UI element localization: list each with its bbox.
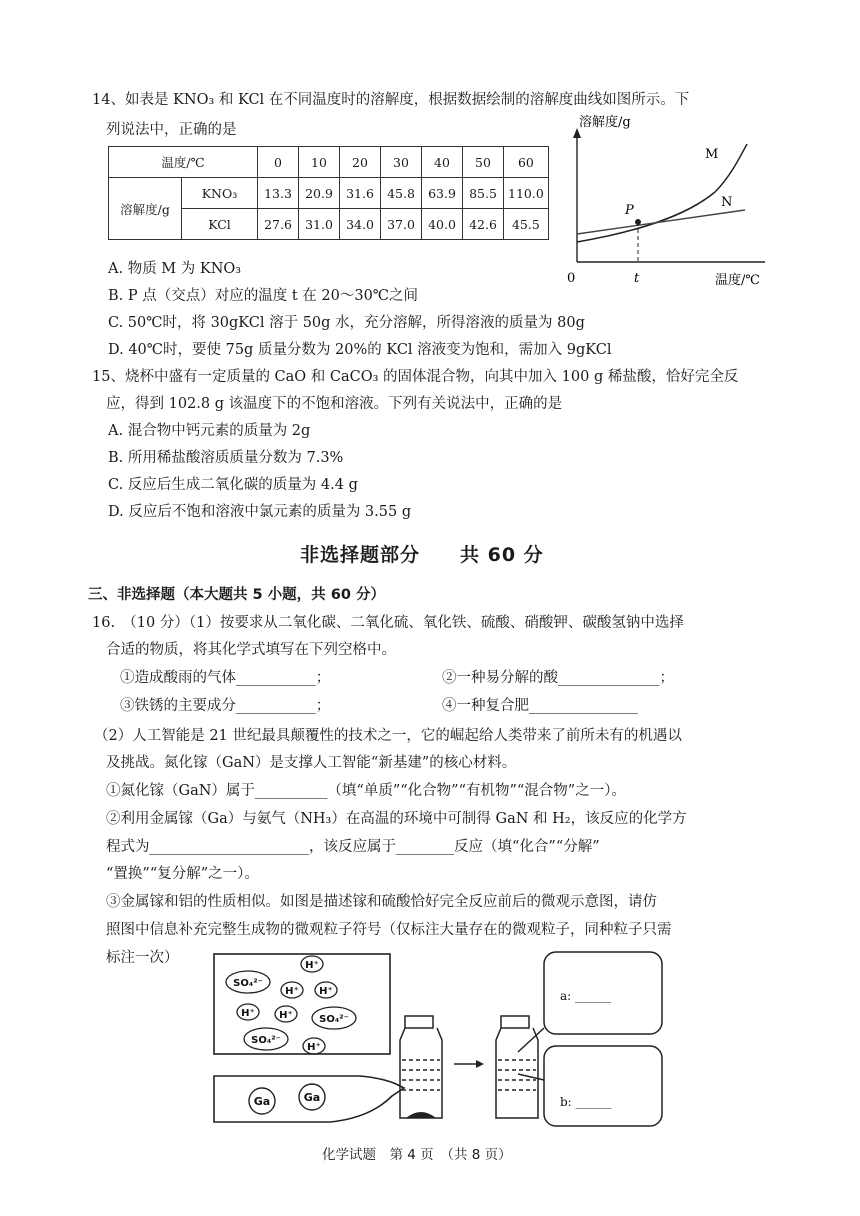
label-n: N bbox=[721, 195, 733, 210]
q16-blank4: ④一种复合肥_______________ bbox=[442, 698, 638, 714]
micro-reaction-diagram bbox=[210, 948, 790, 1130]
substance-kcl: KCl bbox=[182, 209, 258, 240]
acid-particles-box bbox=[214, 954, 390, 1054]
q16-line1: 16. （10 分）（1）按要求从二氧化碳、二氧化硫、氧化铁、硫酸、硝酸钾、碳酸氢钠中选择 bbox=[92, 615, 684, 631]
table-cell: 27.6 bbox=[258, 209, 299, 240]
svg-text:H⁺: H⁺ bbox=[307, 1042, 321, 1053]
q15-stem-line2: 应，得到 102.8 g 该温度下的不饱和溶液。下列有关说法中，正确的是 bbox=[106, 396, 563, 412]
beaker2-body bbox=[496, 1028, 538, 1118]
substance-kno3: KNO₃ bbox=[182, 178, 258, 209]
graph-xlabel: 温度/℃ bbox=[715, 273, 760, 288]
temp-cell: 0 bbox=[258, 147, 299, 178]
q16-sub3-line3: 标注一次） bbox=[106, 950, 179, 966]
q15-option-c: C. 反应后生成二氧化碳的质量为 4.4 g bbox=[108, 477, 358, 493]
q16-sub2-line2: 程式为______________________，该反应属于________反应（填“化合”“分解” bbox=[106, 839, 600, 855]
q16-part2-line2: 及挑战。氮化镓（GaN）是支撑人工智能“新基建”的核心材料。 bbox=[106, 755, 517, 771]
svg-text:SO₄²⁻: SO₄²⁻ bbox=[251, 1035, 281, 1046]
temp-cell: 30 bbox=[381, 147, 422, 178]
callout-b-label: b: ______ bbox=[560, 1095, 612, 1109]
svg-text:Ga: Ga bbox=[303, 1091, 321, 1104]
temp-cell: 40 bbox=[422, 147, 463, 178]
table-cell: 45.5 bbox=[504, 209, 549, 240]
beaker1-neck bbox=[405, 1016, 433, 1028]
table-cell: 31.6 bbox=[340, 178, 381, 209]
curve-m bbox=[577, 144, 747, 242]
temp-cell: 50 bbox=[463, 147, 504, 178]
svg-text:H⁺: H⁺ bbox=[241, 1008, 255, 1019]
table-cell: 40.0 bbox=[422, 209, 463, 240]
svg-text:SO₄²⁻: SO₄²⁻ bbox=[319, 1014, 349, 1025]
table-cell: 20.9 bbox=[299, 178, 340, 209]
intersection-point bbox=[635, 219, 641, 225]
label-m: M bbox=[705, 147, 719, 162]
svg-text:H⁺: H⁺ bbox=[285, 986, 299, 997]
q14-stem-line1: 14、如表是 KNO₃ 和 KCl 在不同温度时的溶解度，根据数据绘制的溶解度曲线如图所示。下 bbox=[92, 92, 690, 108]
q16-line2: 合适的物质，将其化学式填写在下列空格中。 bbox=[106, 642, 396, 658]
q16-part2-line1: （2）人工智能是 21 世纪最具颠覆性的技术之一，它的崛起给人类带来了前所未有的机遇以 bbox=[94, 728, 682, 744]
q14-option-b: B. P 点（交点）对应的温度 t 在 20～30℃之间 bbox=[108, 288, 419, 304]
q15-option-d: D. 反应后不饱和溶液中氯元素的质量为 3.55 g bbox=[108, 504, 412, 520]
table-cell: 45.8 bbox=[381, 178, 422, 209]
q14-option-c: C. 50℃时，将 30gKCl 溶于 50g 水，充分溶解，所得溶液的质量为 80g bbox=[108, 315, 585, 331]
reaction-arrow bbox=[476, 1060, 484, 1068]
q16-blank3: ③铁锈的主要成分___________； bbox=[120, 698, 331, 714]
svg-text:Ga: Ga bbox=[253, 1095, 271, 1108]
label-t: t bbox=[634, 271, 640, 286]
q16-sub1: ①氮化镓（GaN）属于__________（填“单质”“化合物”“有机物”“混合物”之一）。 bbox=[106, 783, 626, 799]
part3-heading: 三、非选择题（本大题共 5 小题，共 60 分） bbox=[88, 587, 385, 603]
table-cell: 85.5 bbox=[463, 178, 504, 209]
q16-blank1: ①造成酸雨的气体___________； bbox=[120, 670, 331, 686]
table-cell: 42.6 bbox=[463, 209, 504, 240]
q15-stem-line1: 15、烧杯中盛有一定质量的 CaO 和 CaCO₃ 的固体混合物，向其中加入 100 g 稀盐酸，恰好完全反 bbox=[92, 369, 739, 385]
q16-sub2-line1: ②利用金属镓（Ga）与氨气（NH₃）在高温的环境中可制得 GaN 和 H₂，该反应的化学方 bbox=[106, 811, 687, 827]
table-cell: 63.9 bbox=[422, 178, 463, 209]
curve-n bbox=[577, 210, 745, 234]
beaker2-neck bbox=[501, 1016, 529, 1028]
label-p: P bbox=[625, 203, 634, 218]
table-cell: 13.3 bbox=[258, 178, 299, 209]
q16-sub3-line1: ③金属镓和铝的性质相似。如图是描述镓和硫酸恰好完全反应前后的微观示意图，请仿 bbox=[106, 894, 657, 910]
q15-option-b: B. 所用稀盐酸溶质质量分数为 7.3% bbox=[108, 450, 344, 466]
temp-cell: 60 bbox=[504, 147, 549, 178]
svg-text:H⁺: H⁺ bbox=[305, 960, 319, 971]
solubility-table bbox=[108, 146, 549, 240]
callout-b bbox=[544, 1046, 662, 1126]
svg-text:SO₄²⁻: SO₄²⁻ bbox=[233, 978, 263, 989]
svg-text:H⁺: H⁺ bbox=[279, 1010, 293, 1021]
svg-text:H⁺: H⁺ bbox=[319, 986, 333, 997]
q14-option-d: D. 40℃时，要使 75g 质量分数为 20%的 KCl 溶液变为饱和，需加入 9gKCl bbox=[108, 342, 612, 358]
q16-blank2: ②一种易分解的酸______________； bbox=[442, 670, 674, 686]
q14-stem-line2: 列说法中，正确的是 bbox=[106, 122, 237, 138]
section-title: 非选择题部分 共 60 分 bbox=[300, 544, 544, 566]
table-cell: 110.0 bbox=[504, 178, 549, 209]
table-cell: 31.0 bbox=[299, 209, 340, 240]
q14-option-a: A. 物质 M 为 KNO₃ bbox=[108, 261, 242, 277]
q16-sub3-line2: 照图中信息补充完整生成物的微观粒子符号（仅标注大量存在的微观粒子，同种粒子只需 bbox=[106, 922, 672, 938]
q15-option-a: A. 混合物中钙元素的质量为 2g bbox=[108, 423, 311, 439]
callout-a-label: a: ______ bbox=[560, 989, 612, 1003]
page-footer: 化学试题 第 4 页 （共 8 页） bbox=[322, 1147, 512, 1163]
table-header-temp: 温度/℃ bbox=[109, 147, 258, 178]
beaker1-body bbox=[400, 1028, 442, 1118]
table-cell: 37.0 bbox=[381, 209, 422, 240]
solubility-curve-graph bbox=[555, 112, 785, 292]
row-group-label: 溶解度/g bbox=[109, 178, 182, 240]
temp-cell: 10 bbox=[299, 147, 340, 178]
graph-ylabel: 溶解度/g bbox=[579, 115, 631, 130]
table-cell: 34.0 bbox=[340, 209, 381, 240]
q16-sub2-line3: “置换”“复分解”之一）。 bbox=[106, 866, 259, 882]
temp-cell: 20 bbox=[340, 147, 381, 178]
label-origin: 0 bbox=[567, 271, 576, 286]
